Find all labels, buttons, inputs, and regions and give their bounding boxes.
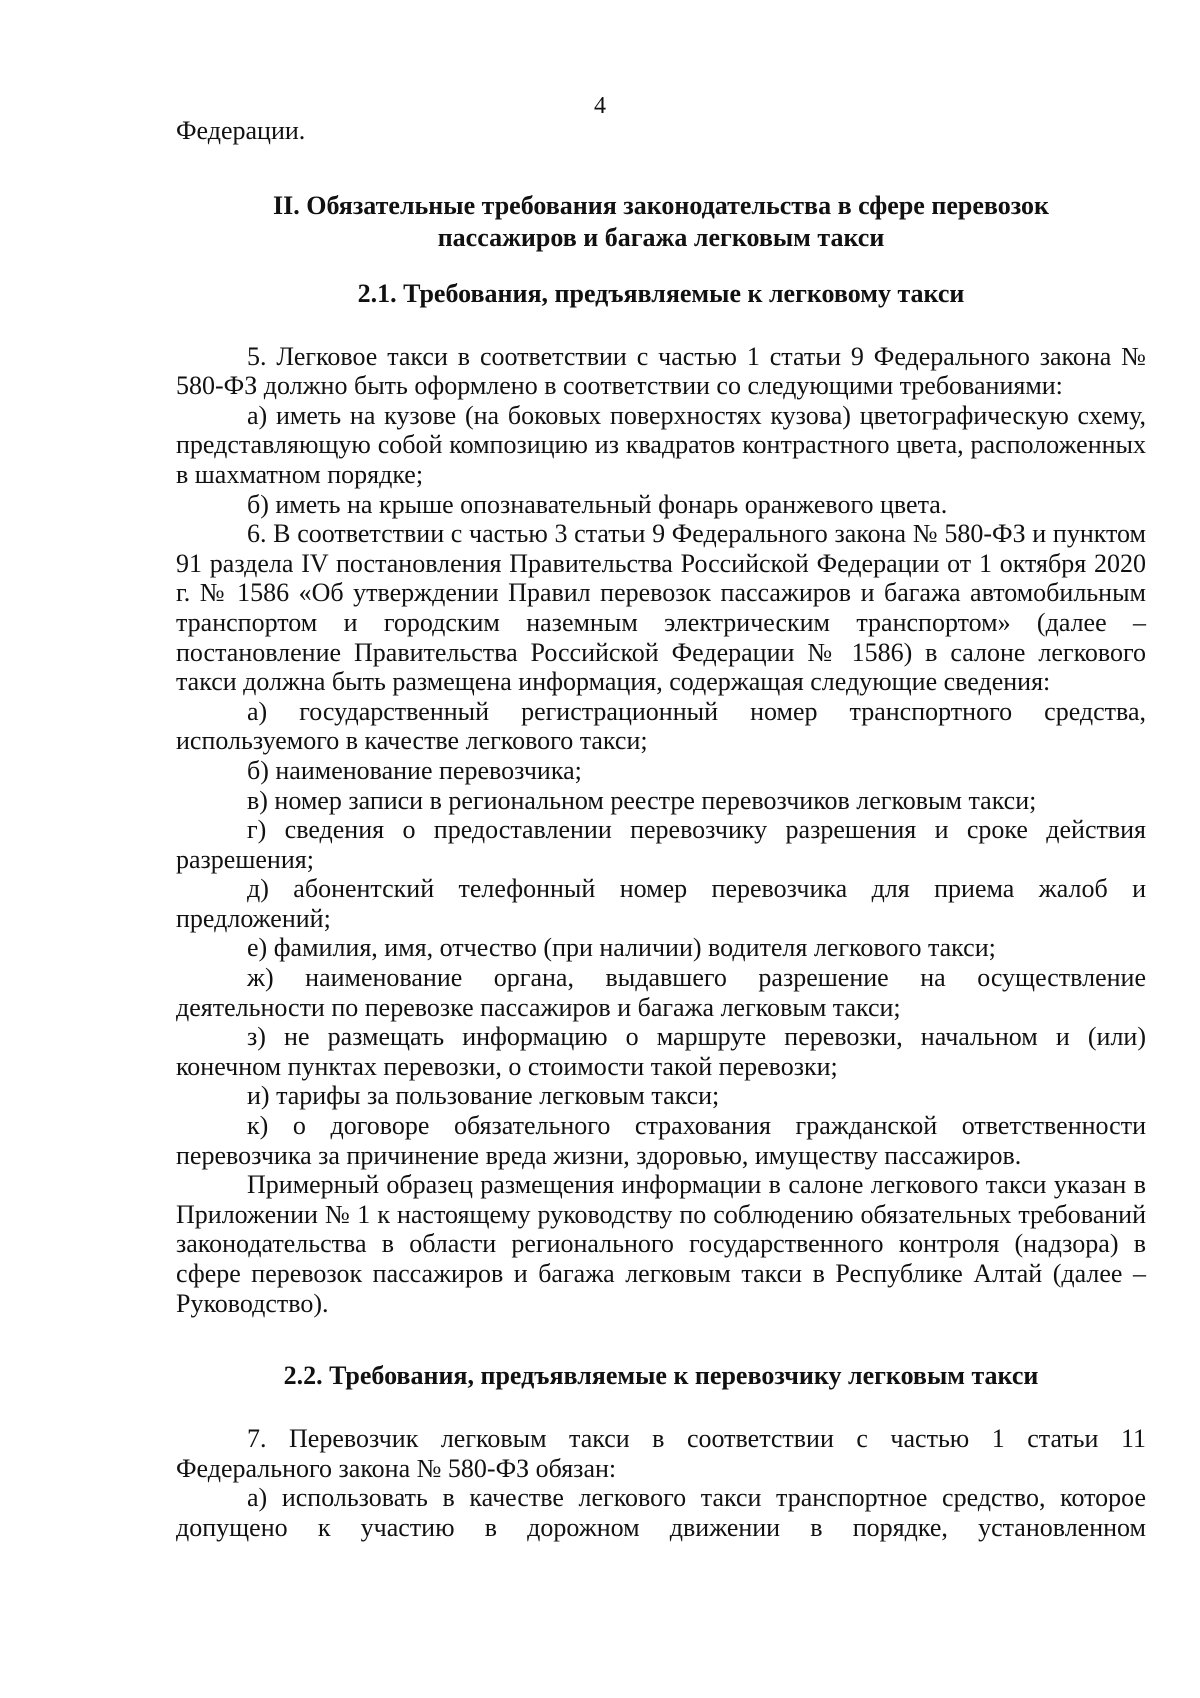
paragraph-6-item-g: г) сведения о предоставлении перевозчику разрешения и сроке действия разрешения;: [176, 815, 1146, 874]
document-body: [176, 116, 1146, 1543]
section-title: [176, 190, 1146, 254]
paragraph-6-item-i: и) тарифы за пользование легковым такси;: [247, 1081, 720, 1111]
page-number: 4: [594, 93, 606, 119]
paragraph-6-item-e: е) фамилия, имя, отчество (при наличии) водителя легкового такси;: [247, 933, 996, 963]
paragraph-7: 7. Перевозчик легковым такси в соответствии с частью 1 статьи 11 Федерального закона № 580-ФЗ обязан:: [176, 1424, 1146, 1483]
paragraph-6-item-v: в) номер записи в региональном реестре перевозчиков легковым такси;: [247, 785, 1037, 815]
section-title-line1: II. Обязательные требования законодательства в сфере перевозок: [272, 190, 1049, 220]
subsection-title-2-2: 2.2. Требования, предъявляемые к перевозчику легковым такси: [283, 1361, 1039, 1391]
paragraph-6-item-k: к) о договоре обязательного страхования гражданской ответственности перевозчика за причинение вреда жизни, здоровью, имуществу пассажиров.: [176, 1111, 1146, 1170]
intro-line: Федерации.: [176, 116, 306, 145]
paragraph-6-item-a: а) государственный регистрационный номер транспортного средства, используемого в качестве легкового такси;: [176, 696, 1146, 756]
section-title-line2: пассажиров и багажа легковым такси: [437, 222, 885, 252]
paragraph-6-item-b: б) наименование перевозчика;: [247, 755, 582, 785]
paragraph-6-item-zh: ж) наименование органа, выдавшего разрешение на осуществление деятельности по перевозке пассажиров и багажа легковым такси;: [176, 963, 1146, 1022]
paragraph-5-item-a: а) иметь на кузове (на боковых поверхностях кузова) цветографическую схему, представляющую собой композицию из квадратов контрастного цвета, расположенных в шахматном порядке;: [176, 400, 1146, 489]
paragraph-6-item-z: з) не размещать информацию о маршруте перевозки, начальном и (или) конечном пунктах перевозки, о стоимости такой перевозки;: [176, 1022, 1146, 1081]
paragraph-5-item-b: б) иметь на крыше опознавательный фонарь оранжевого цвета.: [247, 489, 948, 519]
paragraph-6-item-d: д) абонентский телефонный номер перевозчика для приема жалоб и предложений;: [176, 874, 1146, 933]
paragraph-5: 5. Легковое такси в соответствии с частью 1 статьи 9 Федерального закона № 580-ФЗ должно быть оформлено в соответствии со следующими требованиями:: [176, 341, 1146, 401]
paragraph-6: 6. В соответствии с частью 3 статьи 9 Федерального закона № 580-ФЗ и пунктом 91 раздела IV постановления Правительства Российской Федерации от 1 октября 2020 г. № 1586 «Об утверждении Правил перевозок пассажиров и багажа автомобильным транспортом и городским наземным электрическим транспортом» (далее – постановление Правительства Российской Федерации № 1586) в салоне легкового такси должна быть размещена информация, содержащая следующие сведения:: [176, 519, 1146, 697]
subsection-title-2-1: 2.1. Требования, предъявляемые к легковому такси: [357, 278, 965, 308]
paragraph-7-item-a: а) использовать в качестве легкового такси транспортное средство, которое допущено к участию в дорожном движении в порядке, установленном: [176, 1483, 1146, 1542]
paragraph-example: Примерный образец размещения информации в салоне легкового такси указан в Приложении № 1 к настоящему руководству по соблюдению обязательных требований законодательства в области регионального государственного контроля (надзора) в сфере перевозок пассажиров и багажа легковым такси в Республике Алтай (далее – Руководство).: [176, 1170, 1146, 1318]
